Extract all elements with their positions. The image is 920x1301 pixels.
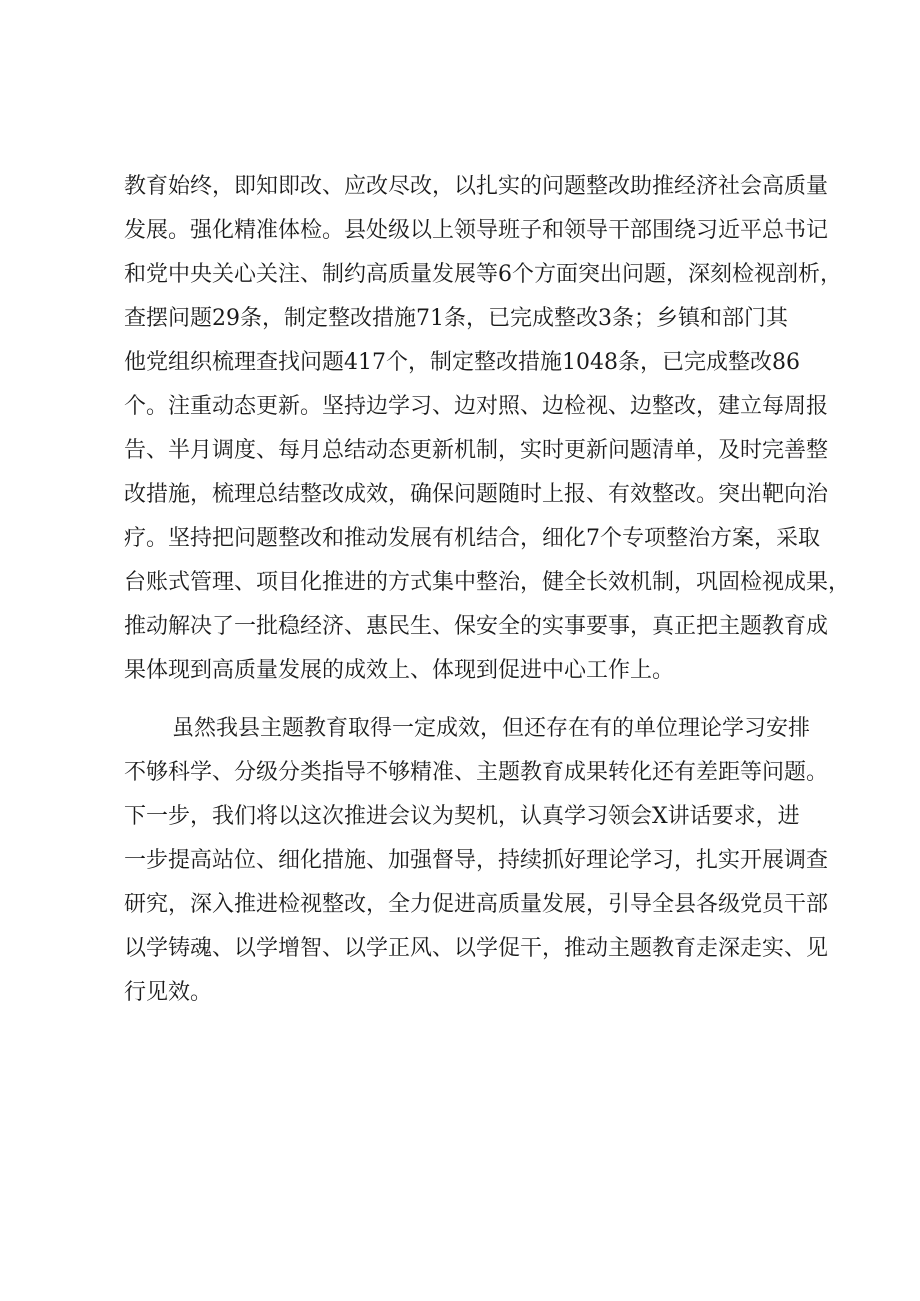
paragraph-line: 教育始终，即知即改、应改尽改，以扎实的问题整改助推经济社会高质量: [124, 174, 829, 199]
paragraph-line: 以学铸魂、以学增智、以学正风、以学促干，推动主题教育走深走实、见: [124, 936, 829, 961]
paragraph-line: 下一步，我们将以这次推进会议为契机，认真学习领会X讲话要求，进: [124, 804, 800, 829]
paragraph-line: 告、半月调度、每月总结动态更新机制，实时更新问题清单，及时完善整: [124, 438, 829, 463]
paragraph-line: 他党组织梳理查找问题417个，制定整改措施1048条，已完成整改86: [124, 350, 800, 375]
paragraph-line: 研究，深入推进检视整改，全力促进高质量发展，引导全县各级党员干部: [124, 892, 829, 917]
paragraph-line: 查摆问题29条，制定整改措施71条，已完成整改3条；乡镇和部门其: [124, 306, 788, 331]
paragraph-line: 和党中央关心关注、制约高质量发展等6个方面突出问题，深刻检视剖析，: [124, 262, 842, 287]
paragraph-line: 个。注重动态更新。坚持边学习、边对照、边检视、边整改，建立每周报: [124, 394, 829, 419]
paragraph-line: 果体现到高质量发展的成效上、体现到促进中心工作上。: [124, 658, 675, 683]
paragraph-line: 一步提高站位、细化措施、加强督导，持续抓好理论学习，扎实开展调查: [124, 848, 829, 873]
paragraph-line: 推动解决了一批稳经济、惠民生、保安全的实事要事，真正把主题教育成: [124, 614, 829, 639]
paragraph-line: 发展。强化精准体检。县处级以上领导班子和领导干部围绕习近平总书记: [124, 218, 829, 243]
paragraph-line: 疗。坚持把问题整改和推动发展有机结合，细化7个专项整治方案，采取: [124, 526, 820, 551]
paragraph-line: 虽然我县主题教育取得一定成效，但还存在有的单位理论学习安排: [172, 716, 811, 741]
paragraph-line: 改措施，梳理总结整改成效，确保问题随时上报、有效整改。突出靶向治: [124, 482, 829, 507]
paragraph-line: 台账式管理、项目化推进的方式集中整治，健全长效机制，巩固检视成果，: [124, 570, 851, 595]
paragraph-line: 行见效。: [124, 980, 213, 1005]
paragraph-line: 不够科学、分级分类指导不够精准、主题教育成果转化还有差距等问题。: [124, 760, 829, 785]
